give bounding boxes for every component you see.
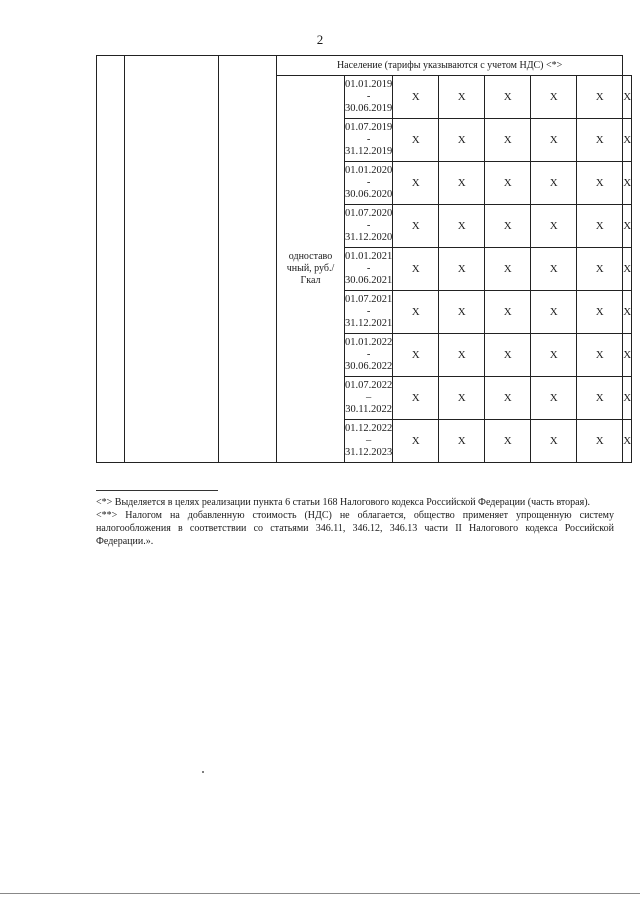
tariff-value-cell: X	[623, 205, 632, 248]
tariff-value-cell: X	[623, 377, 632, 420]
tariff-value-cell: X	[531, 248, 577, 291]
period-cell	[345, 205, 393, 248]
tariff-value-cell: X	[623, 119, 632, 162]
tariff-value-cell: X	[531, 76, 577, 119]
tariff-value-cell: X	[577, 162, 623, 205]
period-start-date: 01.07.2021	[345, 294, 393, 305]
tariff-value-cell: X	[393, 162, 439, 205]
period-end-date: 30.06.2022	[345, 361, 393, 372]
tariff-value-cell: X	[393, 291, 439, 334]
period-start-date: 01.12.2022	[345, 423, 393, 434]
tariff-value-cell: X	[393, 248, 439, 291]
tariff-value-cell: X	[439, 76, 485, 119]
tariff-value-cell: X	[485, 334, 531, 377]
tariff-value-cell: X	[577, 377, 623, 420]
group-header-row	[97, 56, 632, 76]
period-start-date: 01.01.2019	[345, 79, 393, 90]
footnotes	[96, 496, 614, 548]
tariff-value-cell: X	[393, 334, 439, 377]
tariff-value-cell: X	[393, 205, 439, 248]
tariff-value-cell: X	[623, 291, 632, 334]
tariff-value-cell: X	[393, 420, 439, 463]
scan-speck	[202, 771, 204, 773]
tariff-value-cell: X	[439, 377, 485, 420]
tariff-value-cell: X	[531, 377, 577, 420]
period-start-date: 01.07.2019	[345, 122, 393, 133]
period-cell	[345, 420, 393, 463]
tariff-value-cell: X	[531, 205, 577, 248]
bottom-edge-line	[0, 893, 640, 894]
tariff-value-cell: X	[485, 162, 531, 205]
period-start-date: 01.01.2022	[345, 337, 393, 348]
tariff-value-cell: X	[485, 291, 531, 334]
period-end-date: 31.12.2020	[345, 232, 393, 243]
tariff-value-cell: X	[577, 248, 623, 291]
tariff-value-cell: X	[439, 248, 485, 291]
footnote-2: <**> Налогом на добавленную стоимость (НДС) не облагается, общество применяет упрощенную систему налогообложения в соответствии со статьями 346.11, 346.12, 346.13 части II Налогового кодекса Российской Федерации.».	[96, 510, 614, 547]
tariff-value-cell: X	[439, 119, 485, 162]
tariff-value-cell: X	[393, 377, 439, 420]
tariff-value-cell: X	[577, 420, 623, 463]
period-end-date: 30.11.2022	[345, 404, 393, 415]
blank-cell-3	[219, 56, 277, 463]
period-cell	[345, 377, 393, 420]
tariff-value-cell: X	[577, 334, 623, 377]
tariff-value-cell: X	[485, 248, 531, 291]
unit-cell: одноставо чный, руб./Гкал	[277, 76, 345, 463]
footnote-1: <*> Выделяется в целях реализации пункта 6 статьи 168 Налогового кодекса Российской Федерации (часть вторая).	[96, 497, 591, 508]
period-start-date: 01.07.2022	[345, 380, 393, 391]
tariff-value-cell: X	[439, 334, 485, 377]
tariff-value-cell: X	[577, 76, 623, 119]
period-separator: -	[366, 177, 371, 188]
group-label: Население (тарифы указываются с учетом НДС) <*>	[277, 56, 623, 76]
tariff-value-cell: X	[623, 76, 632, 119]
tariff-value-cell: X	[485, 420, 531, 463]
blank-cell-2	[125, 56, 219, 463]
period-separator: -	[366, 134, 371, 145]
tariff-value-cell: X	[531, 420, 577, 463]
tariff-value-cell: X	[623, 420, 632, 463]
period-start-date: 01.01.2020	[345, 165, 393, 176]
tariff-value-cell: X	[439, 420, 485, 463]
tariff-table	[96, 55, 632, 463]
tariff-value-cell: X	[439, 205, 485, 248]
tariff-value-cell: X	[485, 377, 531, 420]
period-start-date: 01.01.2021	[345, 251, 393, 262]
footnote-divider	[96, 490, 218, 491]
period-end-date: 30.06.2020	[345, 189, 393, 200]
tariff-value-cell: X	[393, 119, 439, 162]
period-cell	[345, 76, 393, 119]
tariff-value-cell: X	[393, 76, 439, 119]
period-cell	[345, 162, 393, 205]
period-end-date: 31.12.2023	[345, 447, 393, 458]
tariff-value-cell: X	[485, 205, 531, 248]
period-separator: -	[366, 306, 371, 317]
page-number: 2	[316, 32, 324, 47]
tariff-value-cell: X	[485, 119, 531, 162]
period-cell	[345, 248, 393, 291]
period-cell	[345, 119, 393, 162]
tariff-value-cell: X	[439, 162, 485, 205]
tariff-value-cell: X	[623, 162, 632, 205]
period-end-date: 30.06.2021	[345, 275, 393, 286]
period-end-date: 31.12.2019	[345, 146, 393, 157]
tariff-value-cell: X	[531, 334, 577, 377]
period-cell	[345, 291, 393, 334]
period-end-date: 30.06.2019	[345, 103, 393, 114]
tariff-value-cell: X	[485, 76, 531, 119]
tariff-value-cell: X	[439, 291, 485, 334]
period-start-date: 01.07.2020	[345, 208, 393, 219]
blank-cell-1	[97, 56, 125, 463]
period-end-date: 31.12.2021	[345, 318, 393, 329]
period-separator: -	[366, 349, 371, 360]
period-cell	[345, 334, 393, 377]
tariff-value-cell: X	[531, 119, 577, 162]
period-separator: -	[366, 91, 371, 102]
period-separator: -	[366, 263, 371, 274]
tariff-value-cell: X	[577, 291, 623, 334]
period-separator: -	[366, 220, 371, 231]
tariff-value-cell: X	[531, 162, 577, 205]
tariff-value-cell: X	[623, 334, 632, 377]
tariff-value-cell: X	[577, 205, 623, 248]
period-separator: –	[366, 392, 372, 403]
period-separator: –	[366, 435, 372, 446]
tariff-value-cell: X	[531, 291, 577, 334]
tariff-value-cell: X	[623, 248, 632, 291]
tariff-value-cell: X	[577, 119, 623, 162]
